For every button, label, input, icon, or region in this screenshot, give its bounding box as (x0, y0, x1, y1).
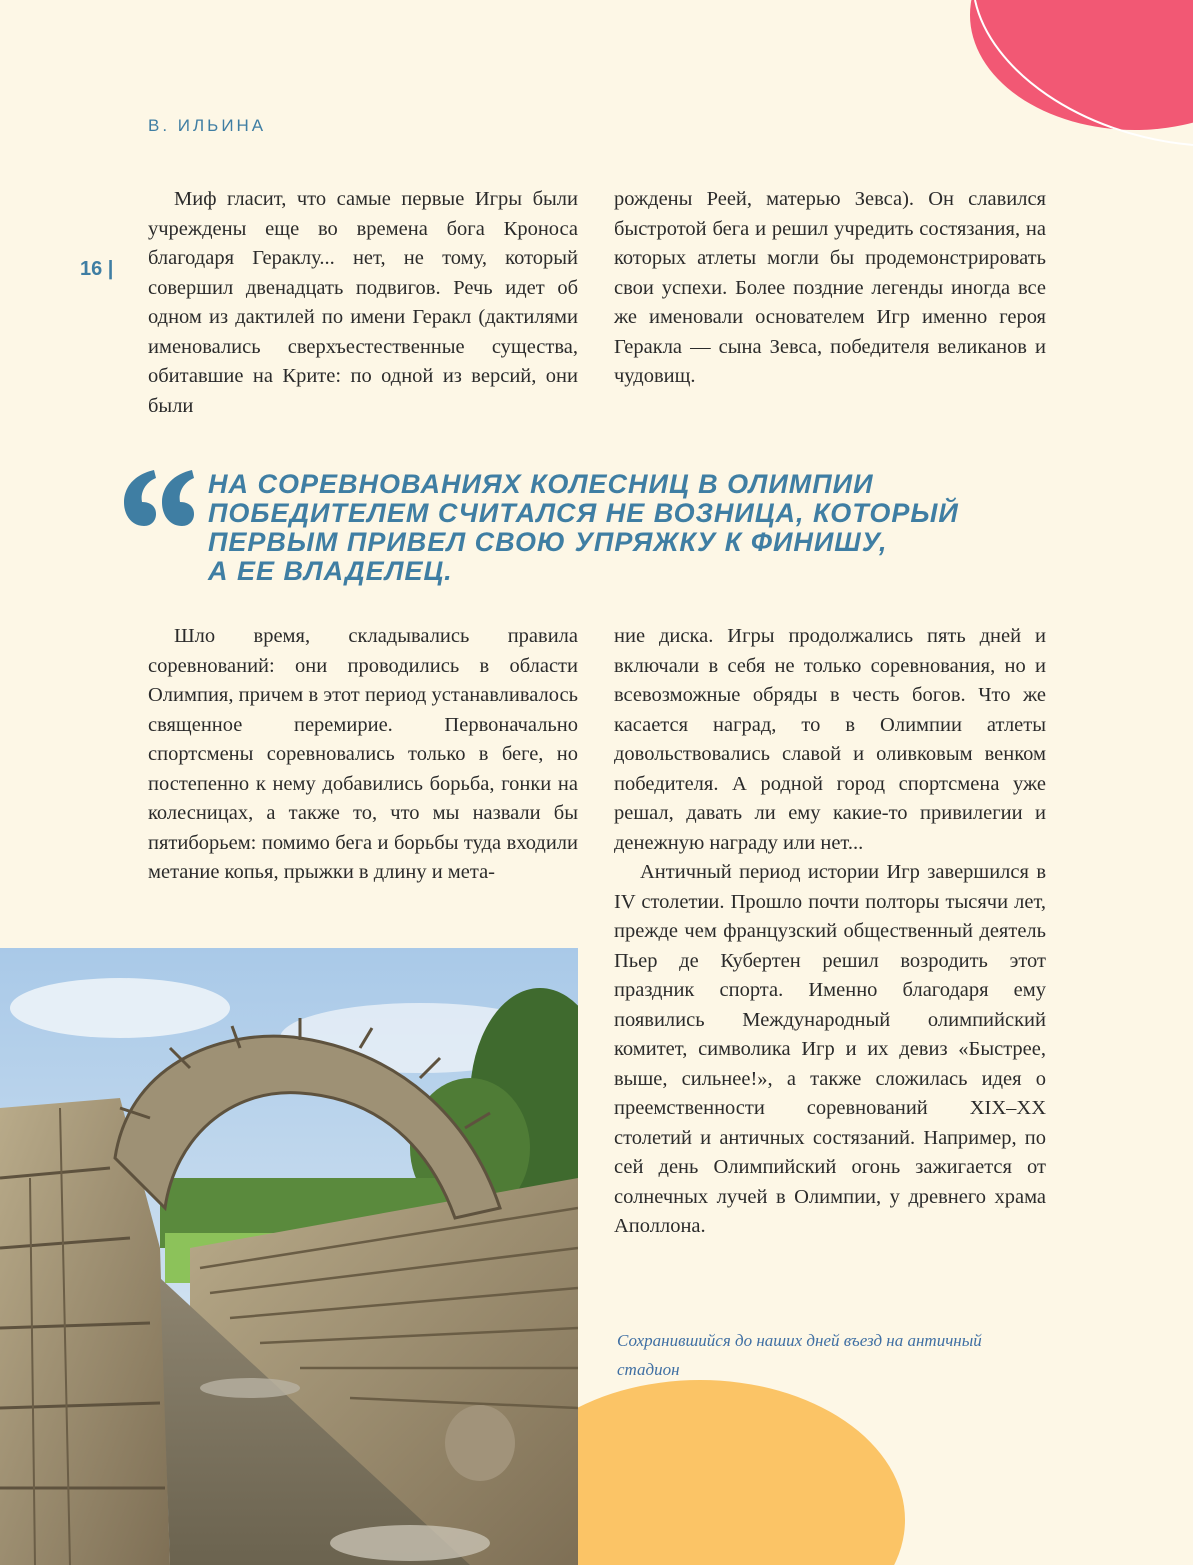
white-arc (975, 0, 1193, 145)
author-name: В. ИЛЬИНА (148, 116, 267, 135)
pull-quote-line: А ЕЕ ВЛАДЕЛЕЦ. (208, 556, 453, 586)
section2-right-column (614, 622, 1046, 1242)
pull-quote-line: ПЕРВЫМ ПРИВЕЛ СВОЮ УПРЯЖКУ К ФИНИШУ, (208, 527, 888, 557)
paragraph: Античный период истории Игр завершился в IV столетии. Прошло почти полторы тысячи лет, прежде чем французский общественный деятель Пьер де Кубертен решил возродить этот праздник спорта. Именно благодаря ему появились Международный олимпийский комитет, символика Игр и их девиз «Быстрее, выше, сильнее!», а также сложилась идея о преемственности соревнований XIX–XX столетий и античных состязаний. Например, по сей день Олимпийский огонь зажигается от солнечных лучей в Олимпии, у древнего храма Аполлона. (614, 861, 1046, 1237)
photo-caption: Сохранившийся до наших дней въезд на античный стадион (617, 1331, 982, 1379)
paragraph: Миф гласит, что самые первые Игры были учреждены еще во времена бога Кроноса благодаря Гераклу... нет, не тому, который совершил двенадцать подвигов. Речь идет об одном из дактилей по имени Геракл (дактилями именовались сверхъестественные существа, обитавшие на Крите: по одной из версий, они были (148, 188, 578, 417)
section2-left-column (148, 622, 578, 888)
stadium-arch-photo (0, 948, 578, 1565)
pink-blob (970, 0, 1193, 130)
pull-quote-line: НА СОРЕВНОВАНИЯХ КОЛЕСНИЦ В ОЛИМПИИ (208, 469, 874, 499)
paragraph: ние диска. Игры продолжались пять дней и включали в себя не только соревнования, но и всевозможные обряды в честь богов. Что же касается наград, то в Олимпии атлеты довольствовались славой и оливковым венком победителя. А родной город спортсмена уже решал, давать ли ему какие-то привилегии и денежную награду или нет... (614, 625, 1046, 854)
paragraph: рождены Реей, матерью Зевса). Он славился быстротой бега и решил учредить состязания, на которых атлеты могли бы продемонстрировать свои успехи. Более поздние легенды иногда все же именовали основателем Игр именно героя Геракла — сына Зевса, победителя великанов и чудовищ. (614, 188, 1046, 387)
pull-quote (208, 470, 1088, 586)
section1-right-column (614, 185, 1046, 392)
quotation-mark-icon (122, 466, 196, 530)
pull-quote-line: ПОБЕДИТЕЛЕМ СЧИТАЛСЯ НЕ ВОЗНИЦА, КОТОРЫЙ (208, 498, 959, 528)
page-number: 16 | (80, 258, 114, 280)
paragraph: Шло время, складывались правила соревнований: они проводились в области Олимпия, причем в этот период устанавливалось священное перемирие. Первоначально спортсмены соревновались только в беге, но постепенно к нему добавились борьба, гонки на колесницах, а также то, что мы назвали бы пятиборьем: помимо бега и борьбы туда входили метание копья, прыжки в длину и мета- (148, 625, 578, 883)
section1-left-column (148, 185, 578, 421)
